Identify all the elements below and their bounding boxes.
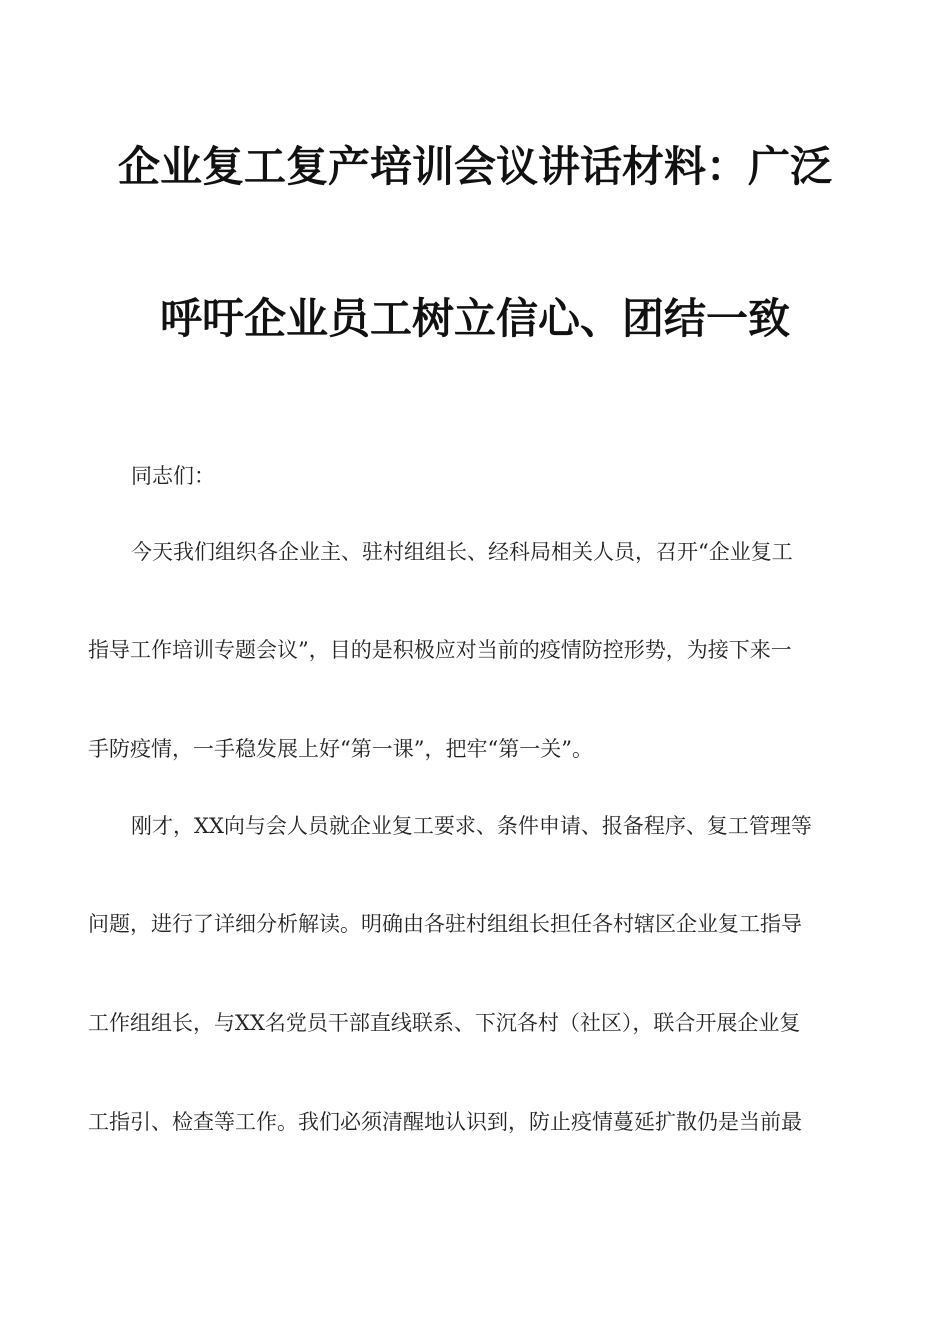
paragraph-2-line-1: 刚才，XX向与会人员就企业复工要求、条件申请、报备程序、复工管理等: [131, 814, 812, 838]
paragraph-2-line-4: 工指引、检查等工作。我们必须清醒地认识到，防止疫情蔓延扩散仍是当前最: [88, 1110, 802, 1134]
salutation: 同志们：: [131, 464, 215, 488]
paragraph-1-line-1: 今天我们组织各企业主、驻村组组长、经科局相关人员，召开“企业复工: [131, 540, 793, 564]
paragraph-1-line-2: 指导工作培训专题会议”，目的是积极应对当前的疫情防控形势，为接下来一: [88, 638, 792, 662]
paragraph-1-line-3: 手防疫情，一手稳发展上好“第一课”，把牢“第一关”。: [88, 737, 593, 761]
paragraph-2-line-3: 工作组组长，与XX名党员干部直线联系、下沉各村（社区），联合开展企业复: [88, 1011, 801, 1035]
document-title-line-2: 呼吁企业员工树立信心、团结一致: [159, 294, 790, 343]
paragraph-2-line-2: 问题，进行了详细分析解读。明确由各驻村组组长担任各村辖区企业复工指导: [88, 912, 802, 936]
document-title-line-1: 企业复工复产培训会议讲话材料：广泛: [117, 142, 832, 191]
